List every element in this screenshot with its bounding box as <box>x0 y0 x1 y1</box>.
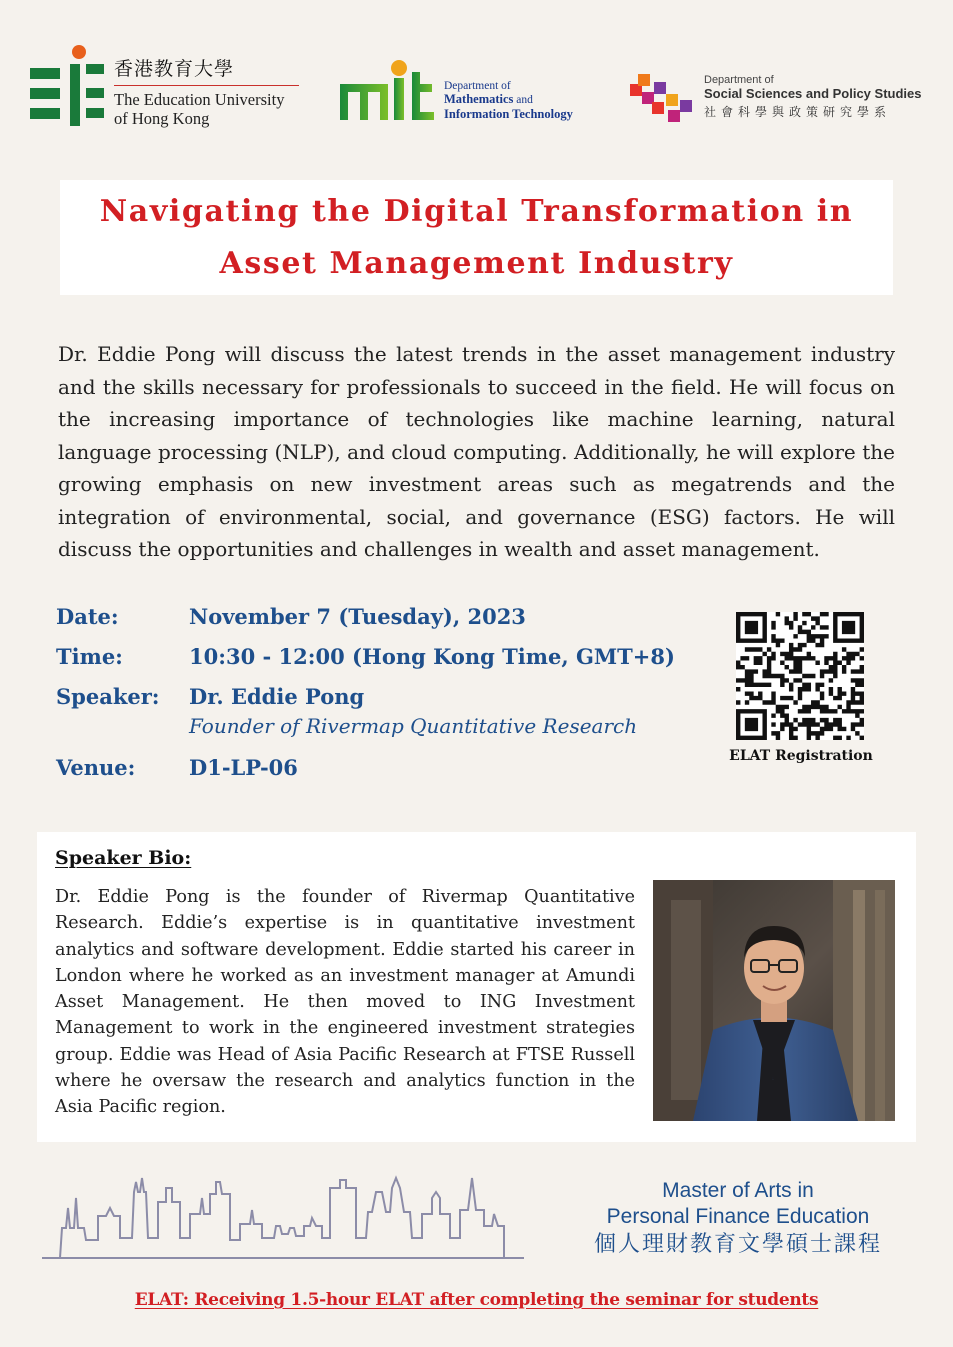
registration-qr-code[interactable] <box>736 612 864 740</box>
elat-footer-note: ELAT: Receiving 1.5-hour ELAT after completing the seminar for students <box>134 1290 819 1310</box>
bio-text: Dr. Eddie Pong is the founder of Rivermap Quantitative Research. Eddie’s expertise is in quantitative investment analytics and software development. Eddie started his career in London where he worked as an investment manager at Amundi Asset Management. He then moved to ING Investment Management to work in the engineered investment strategies group. Eddie was Head of Asia Pacific Research at FTSE Russell where he oversaw the research and analytics function in the Asia Pacific region. <box>55 887 635 1118</box>
speaker-label: Speaker: <box>56 684 160 709</box>
sspp-emblem-icon <box>628 70 698 126</box>
eduhk-emblem-icon <box>30 44 104 126</box>
sspp-line3: 社會科學與政策研究學系 <box>704 105 892 119</box>
eduhk-english-line1: The Education University <box>114 90 285 109</box>
eduhk-divider <box>114 85 299 86</box>
venue-row <box>56 755 696 795</box>
event-details <box>56 604 696 795</box>
mit-emblem-icon <box>338 58 442 124</box>
date-row <box>56 604 696 644</box>
mit-line2-bold: Mathematics <box>444 92 514 106</box>
bio-heading: Speaker Bio: <box>55 847 192 869</box>
programme-line3: 個人理財教育文學碩士課程 <box>593 1232 882 1257</box>
sspp-line1: Department of <box>704 74 774 86</box>
time-row <box>56 644 696 684</box>
title-box <box>60 180 893 295</box>
city-skyline-illustration <box>40 1168 526 1260</box>
qr-finder-pattern-2 <box>833 612 864 643</box>
mit-line2 <box>444 92 573 107</box>
speaker-name: Dr. Eddie Pong <box>189 684 365 709</box>
qr-finder-pattern-1 <box>736 612 767 643</box>
venue-label: Venue: <box>56 755 136 780</box>
mit-line3: Information Technology <box>444 107 573 121</box>
programme-name <box>578 1178 898 1260</box>
programme-line2: Personal Finance Education <box>606 1205 870 1228</box>
title-line1: Navigating the Digital Transformation in <box>99 193 854 229</box>
time-value: 10:30 - 12:00 (Hong Kong Time, GMT+8) <box>189 644 675 669</box>
venue-value: D1-LP-06 <box>189 755 298 780</box>
mit-line2-and: and <box>513 94 533 106</box>
eduhk-chinese-name: 香港教育大學 <box>114 58 235 80</box>
speaker-bio-box <box>37 832 916 1142</box>
programme-line1: Master of Arts in <box>662 1179 814 1202</box>
eduhk-logo <box>30 44 305 126</box>
qr-caption: ELAT Registration <box>729 748 873 764</box>
date-label: Date: <box>56 604 119 629</box>
time-label: Time: <box>56 644 123 669</box>
sspp-department-logo <box>628 70 928 130</box>
sspp-line2: Social Sciences and Policy Studies <box>704 86 922 101</box>
qr-finder-pattern-3 <box>736 709 767 740</box>
title-line2: Asset Management Industry <box>219 245 734 281</box>
speaker-photo <box>653 880 895 1121</box>
eduhk-english-line2: of Hong Kong <box>114 109 210 128</box>
mit-department-logo <box>338 58 600 128</box>
speaker-title: Founder of Rivermap Quantitative Research <box>189 714 638 738</box>
speaker-row <box>56 684 696 755</box>
seminar-description: Dr. Eddie Pong will discuss the latest trends in the asset management industry and the skills necessary for professionals to succeed in the field. He will focus on the increasing importance of technologies like machine learning, natural language processing (NLP), and cloud computing. Additionally, he will explore the growing emphasis on new investment areas such as megatrends and the integration of environmental, social, and governance (ESG) factors. He will discuss the opportunities and challenges in wealth and asset management. <box>58 342 895 561</box>
mit-line1: Department of <box>444 80 511 92</box>
date-value: November 7 (Tuesday), 2023 <box>189 604 526 629</box>
